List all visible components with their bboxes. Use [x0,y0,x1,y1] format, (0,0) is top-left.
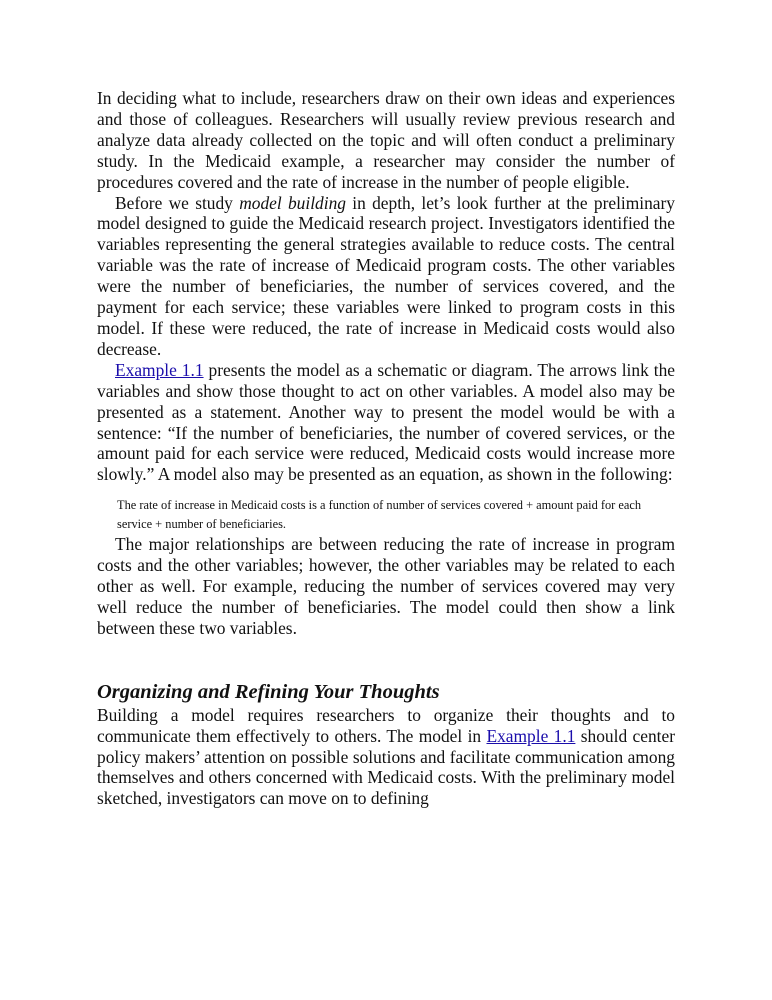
paragraph-text: Before we study [115,192,240,213]
paragraph-major-relationships: The major relationships are between reducing the rate of increase in program costs and the other variables; however, the other variables may be related to each other as well. For example, reducing the number of services covered may very well reduce the number of beneficiaries. The model could then show a link between these two variables. [97,534,675,638]
paragraph-text: Building a model requires researchers to organize their thoughts and to communicate them effectively to others. The model in [97,704,675,746]
paragraph-what-to-include: In deciding what to include, researchers draw on their own ideas and experiences and those of colleagues. Researchers will usually review previous research and analyze data already collected on the topic and will often conduct a preliminary study. In the Medicaid example, a researcher may consider the number of procedures covered and the rate of increase in the number of people eligible. [97,88,675,192]
paragraph-text: in depth, let’s look further at the preliminary model designed to guide the Medicaid research project. Investigators identified the variables representing the general strategies available to reduce costs. The central variable was the rate of increase of Medicaid program costs. The other variables were the number of beneficiaries, the number of services covered, and the payment for each service; these variables were linked to program costs in this model. If these were reduced, the rate of increase in Medicaid costs would also decrease. [97,192,676,359]
paragraph-preliminary-model [97,193,675,360]
section-heading: Organizing and Refining Your Thoughts [97,680,440,703]
paragraph-model-presentation [97,360,675,485]
example-1-1-link[interactable]: Example 1.1 [115,359,204,380]
paragraph-text: presents the model as a schematic or diagram. The arrows link the variables and show those thought to act on other variables. A model also may be presented as a statement. Another way to present the model would be with a sentence: “If the number of beneficiaries, the number of covered services, or the amount paid for each service were reduced, Medicaid costs would increase more slowly.” A model also may be presented as an equation, as shown in the following: [97,359,675,485]
paragraph-text: should center policy makers’ attention on possible solutions and facilitate communication among themselves and others concerned with Medicaid costs. With the preliminary model sketched, investigators can move on to defining [97,725,675,809]
document-page [97,88,675,809]
equation-block: The rate of increase in Medicaid costs is a function of number of services covered + amount paid for each service + number of beneficiaries. [117,498,642,532]
example-1-1-link[interactable]: Example 1.1 [486,725,576,746]
paragraph-building-a-model [97,705,675,810]
emphasis-model-building: model building [239,192,346,213]
